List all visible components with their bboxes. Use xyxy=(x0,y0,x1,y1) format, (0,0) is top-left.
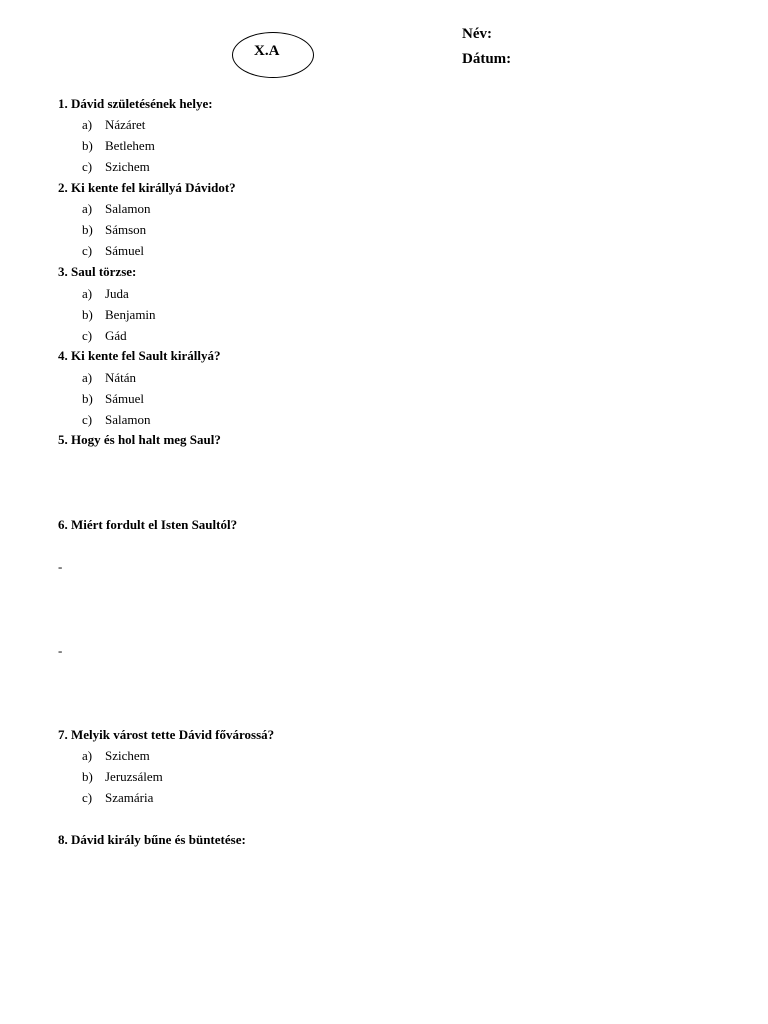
question-6: 6. Miért fordult el Isten Saultól? xyxy=(58,517,238,532)
option-text: Sámson xyxy=(105,222,147,237)
option-text: Jeruzsálem xyxy=(105,769,163,784)
option-text: Nátán xyxy=(105,370,137,385)
option-letter: c) xyxy=(82,328,93,343)
date-label: Dátum: xyxy=(462,51,512,67)
option-letter: b) xyxy=(82,307,93,322)
option-letter: a) xyxy=(82,117,93,132)
option-letter: a) xyxy=(82,748,93,763)
option-text: Názáret xyxy=(105,117,146,132)
option-letter: a) xyxy=(82,286,93,301)
option-letter: b) xyxy=(82,138,93,153)
question-5: 5. Hogy és hol halt meg Saul? xyxy=(58,432,221,447)
answer-dash: - xyxy=(58,559,63,574)
option-text: Benjamin xyxy=(105,307,156,322)
option-letter: c) xyxy=(82,159,93,174)
option-text: Betlehem xyxy=(105,138,155,153)
option-letter: a) xyxy=(82,370,93,385)
option-text: Salamon xyxy=(105,412,151,427)
question-8: 8. Dávid király bűne és büntetése: xyxy=(58,832,246,847)
question-2: 2. Ki kente fel királlyá Dávidot? xyxy=(58,180,236,195)
option-letter: b) xyxy=(82,769,93,784)
name-label: Név: xyxy=(462,26,492,42)
option-text: Szichem xyxy=(105,159,150,174)
option-letter: c) xyxy=(82,243,93,258)
option-text: Gád xyxy=(105,328,127,343)
option-text: Szichem xyxy=(105,748,150,763)
option-letter: c) xyxy=(82,790,93,805)
option-letter: b) xyxy=(82,391,93,406)
option-letter: a) xyxy=(82,201,93,216)
question-1: 1. Dávid születésének helye: xyxy=(58,96,213,111)
option-text: Sámuel xyxy=(105,391,144,406)
option-text: Juda xyxy=(105,286,129,301)
option-text: Salamon xyxy=(105,201,151,216)
question-3: 3. Saul törzse: xyxy=(58,264,137,279)
option-text: Sámuel xyxy=(105,243,144,258)
option-letter: c) xyxy=(82,412,93,427)
option-text: Szamária xyxy=(105,790,154,805)
question-4: 4. Ki kente fel Sault királlyá? xyxy=(58,348,221,363)
option-letter: b) xyxy=(82,222,93,237)
answer-dash: - xyxy=(58,643,63,658)
class-name: X.A xyxy=(254,43,280,59)
question-7: 7. Melyik várost tette Dávid fővárossá? xyxy=(58,727,275,742)
